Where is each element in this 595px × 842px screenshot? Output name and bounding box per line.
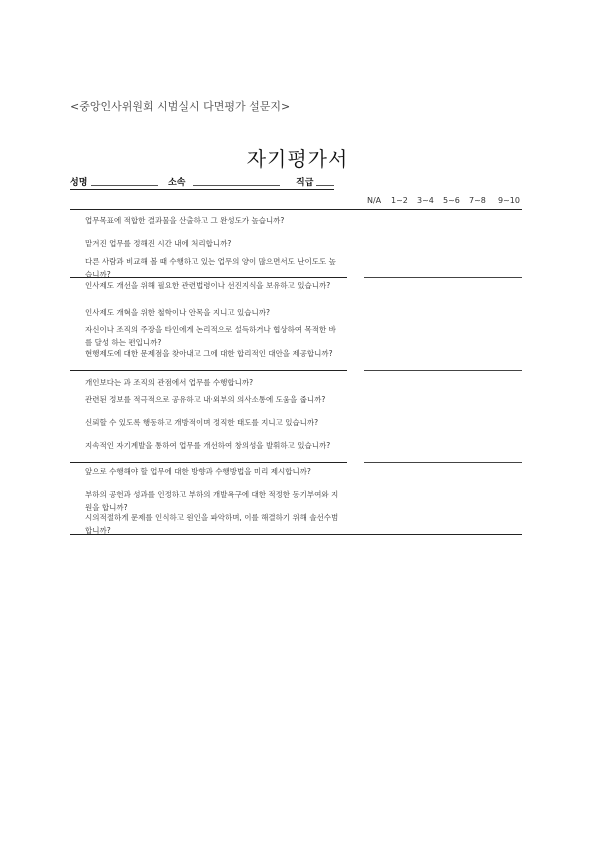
rating-rule	[364, 462, 522, 463]
question-item: 다른 사람과 비교해 볼 때 수행하고 있는 업무의 양이 많으면서도 난이도도 높습니까?	[85, 257, 336, 279]
question-item: 지속적인 자기계발을 통하여 업무를 개선하여 창의성을 발휘하고 있습니까?	[85, 441, 331, 450]
rank-field[interactable]	[316, 175, 334, 186]
rating-rule	[364, 277, 522, 278]
question-item: 시의적절하게 문제를 인식하고 원인을 파악하며, 이를 해결하기 위해 솔선수범합니까?	[85, 513, 339, 535]
scale-5-6: 5~6	[443, 196, 460, 205]
question-item: 부하의 공헌과 성과를 인정하고 부하의 개발욕구에 대한 적정한 동기부여와 지원을 합니까?	[85, 490, 339, 512]
question-item: 관련된 정보를 적극적으로 공유하고 내·외부의 의사소통에 도움을 줍니까?	[85, 395, 326, 404]
question-item: 인사제도 개선을 위해 필요한 관련법령이나 선진지식을 보유하고 있습니까?	[85, 281, 331, 290]
question-item: 앞으로 수행해야 할 업무에 대한 방향과 수행방법을 미리 제시합니까?	[85, 467, 311, 476]
scale-1-2: 1~2	[391, 196, 408, 205]
scale-na: N/A	[367, 196, 382, 205]
name-field[interactable]	[91, 175, 158, 186]
page-title: 자기평가서	[246, 147, 349, 171]
question-item: 인사제도 개혁을 위한 철학이나 안목을 지니고 있습니까?	[85, 308, 270, 317]
survey-subtitle: <중앙인사위원회 시범실시 다면평가 설문지>	[70, 100, 291, 113]
question-item: 자신이나 조직의 주장을 타인에게 논리적으로 설득하거나 협상하여 목적한 바를 달성 하는 편입니까?	[85, 325, 336, 347]
question-item: 업무목표에 적합한 결과물을 산출하고 그 완성도가 높습니까?	[85, 216, 285, 225]
scale-7-8: 7~8	[469, 196, 486, 205]
question-item: 맡겨진 업무를 정해진 시간 내에 처리합니까?	[85, 239, 232, 248]
scale-9-10: 9~10	[498, 196, 520, 205]
question-item: 현행제도에 대한 문제점을 찾아내고 그에 대한 합리적인 대안을 제공합니까?	[85, 349, 333, 358]
section-rule	[70, 209, 522, 210]
question-item: 개인보다는 과 조직의 관점에서 업무를 수행합니까?	[85, 378, 254, 387]
section-rule	[70, 462, 347, 463]
scale-3-4: 3~4	[417, 196, 434, 205]
dept-field[interactable]	[193, 175, 280, 186]
name-label: 성명	[70, 178, 88, 188]
section-rule	[70, 370, 347, 371]
dept-label: 소속	[168, 178, 186, 188]
rating-rule	[364, 370, 522, 371]
header-rule	[70, 189, 334, 190]
rank-label: 직급	[296, 178, 314, 188]
question-item: 신뢰할 수 있도록 행동하고 개방적이며 정직한 태도를 지니고 있습니까?	[85, 418, 319, 427]
